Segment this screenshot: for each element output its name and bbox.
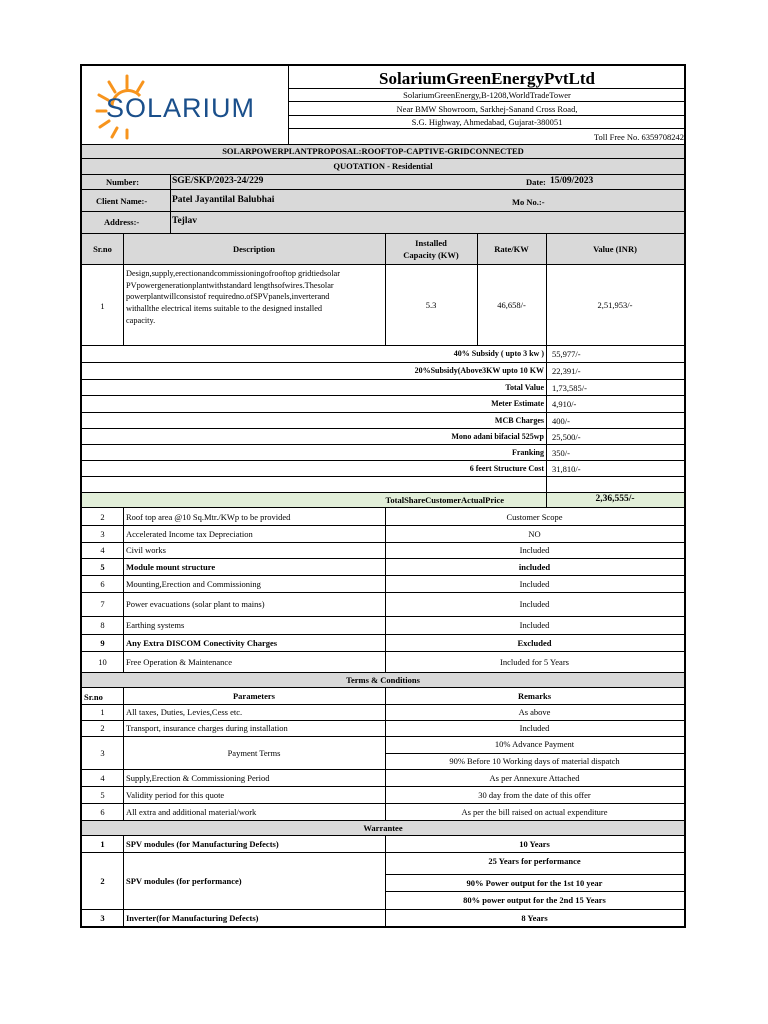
charge-label: Meter Estimate (491, 399, 544, 408)
col-capacity-1: Installed (415, 238, 447, 248)
scope-description: Roof top area @10 Sq.Mtr./KWp to be provided (126, 511, 291, 522)
charge-value: 1,73,585/- (552, 383, 587, 393)
scope-description: Free Operation & Maintenance (126, 656, 232, 667)
charge-value: 31,810/- (552, 464, 581, 474)
terms-remark: As per Annexure Attached (489, 772, 580, 783)
warranty-item: Inverter(for Manufacturing Defects) (126, 912, 259, 923)
terms-remark-2: 90% Before 10 Working days of material dispatch (449, 755, 620, 766)
scope-srno: 10 (98, 656, 107, 667)
scope-srno: 4 (100, 545, 105, 555)
terms-remark: 10% Advance Payment (494, 739, 575, 749)
col-rate: Rate/KW (494, 244, 529, 254)
scope-value: Included for 5 Years (500, 656, 569, 667)
scope-value: included (518, 561, 551, 572)
terms-parameter: Supply,Erection & Commissioning Period (126, 772, 270, 783)
quotation-sheet (80, 64, 686, 928)
company-name: SolariumGreenEnergyPvtLtd (379, 69, 595, 88)
terms-parameter: All extra and additional material/work (126, 806, 257, 817)
charge-label: Mono adani bifacial 525wp (451, 432, 544, 441)
scope-srno: 3 (100, 528, 105, 539)
charge-value: 25,500/- (552, 432, 581, 442)
warranty-value-2: 90% Power output for the 1st 10 year (466, 878, 603, 888)
scope-value: NO (528, 528, 541, 539)
toll-free-number: Toll Free No. 6359708242 (593, 132, 684, 142)
company-address-line-3: S.G. Highway, Ahmedabad, Gujarat-380051 (411, 117, 563, 127)
charge-label: 20%Subsidy(Above3KW upto 10 KW (414, 366, 544, 375)
charge-label: Total Value (505, 383, 544, 392)
terms-parameter: Validity period for this quote (126, 789, 225, 800)
scope-description: Accelerated Income tax Depreciation (126, 528, 253, 539)
scope-srno: 5 (100, 561, 105, 572)
terms-srno: 5 (100, 789, 105, 800)
date-value: 15/09/2023 (550, 176, 594, 186)
mobile-label: Mo No.:- (512, 197, 545, 207)
terms-col-remarks: Remarks (517, 691, 552, 701)
terms-srno: 6 (100, 806, 105, 817)
terms-parameter: Transport, insurance charges during installation (126, 723, 288, 733)
scope-description: Civil works (126, 545, 166, 555)
total-label: TotalShareCustomerActualPrice (385, 495, 504, 505)
charge-value: 55,977/- (552, 349, 581, 359)
row-1-rate: 46,658/- (497, 300, 526, 310)
charge-label: MCB Charges (494, 416, 544, 425)
charge-value: 22,391/- (552, 366, 581, 376)
scope-description: Mounting,Erection and Commissioning (126, 578, 261, 589)
scope-value: Included (519, 620, 550, 630)
charge-value: 350/- (552, 448, 570, 458)
row-1-value: 2,51,953/- (597, 300, 633, 310)
scope-srno: 2 (100, 511, 105, 522)
warranty-value-3: 80% power output for the 2nd 15 Years (463, 895, 606, 905)
terms-srno: 2 (100, 723, 105, 733)
charge-label: Franking (511, 448, 544, 457)
scope-value: Included (519, 545, 550, 555)
scope-description: Any Extra DISCOM Conectivity Charges (126, 637, 278, 648)
proposal-title: SOLARPOWERPLANTPROPOSAL:ROOFTOP-CAPTIVE-GRIDCONNECTED (222, 146, 524, 156)
charge-label: 6 feert Structure Cost (469, 464, 544, 473)
scope-srno: 9 (100, 637, 105, 648)
scope-value: Included (519, 599, 550, 609)
number-value: SGE/SKP/2023-24/229 (172, 176, 264, 186)
col-capacity-2: Capacity (KW) (403, 250, 459, 260)
row-1-description: Design,supply,erectionandcommissioningofrooftop gridtiedsolar PVpowergenerationplantwithstandard lengthsofwires.Thesolar powerplantwillconsistof requiredno.ofSPVpanels,inverterand withallthe electrical items suitable to the designed installed capacity. (126, 269, 340, 325)
charge-value: 400/- (552, 416, 570, 426)
row-1-capacity: 5.3 (425, 300, 437, 310)
terms-remark: As per the bill raised on actual expenditure (461, 806, 608, 817)
warranty-srno: 2 (100, 875, 105, 886)
address-value: Tejlav (172, 216, 197, 226)
charge-label: 40% Subsidy ( upto 3 kw ) (453, 349, 544, 358)
company-address-line-2: Near BMW Showroom, Sarkhej-Sanand Cross Road, (396, 104, 578, 114)
terms-remark: Included (519, 723, 550, 733)
warranty-value: 8 Years (521, 912, 548, 923)
scope-value: Excluded (517, 637, 552, 648)
terms-col-parameters: Parameters (232, 691, 275, 701)
company-address-line-1: SolariumGreenEnergy,B-1208,WorldTradeTower (403, 90, 571, 100)
terms-remark: 30 day from the date of this offer (478, 789, 591, 800)
terms-srno: 4 (100, 772, 105, 783)
terms-remark: As above (518, 707, 551, 717)
warranty-value: 25 Years for performance (488, 856, 581, 866)
scope-srno: 8 (100, 620, 105, 630)
company-logo (82, 66, 288, 144)
total-value: 2,36,555/- (595, 494, 635, 504)
warranty-value: 10 Years (519, 839, 550, 849)
scope-srno: 6 (100, 578, 105, 589)
scope-description: Module mount structure (126, 561, 216, 572)
client-name-value: Patel Jayantilal Balubhai (172, 195, 275, 205)
col-value: Value (INR) (593, 244, 637, 254)
address-label: Address:- (104, 217, 140, 227)
terms-srno: 3 (100, 747, 105, 758)
scope-srno: 7 (100, 599, 105, 609)
col-description: Description (232, 244, 276, 254)
terms-parameter: All taxes, Duties, Levies,Cess etc. (126, 707, 243, 717)
client-name-label: Client Name:- (96, 196, 148, 206)
warranty-item: SPV modules (for performance) (126, 875, 242, 886)
logo-text: SOLARIUM (106, 93, 256, 123)
terms-title: Terms & Conditions (346, 675, 420, 685)
number-label: Number: (106, 177, 140, 187)
warranty-srno: 1 (100, 839, 105, 849)
col-srno: Sr.no (93, 244, 112, 254)
terms-srno: 1 (100, 707, 105, 717)
row-1-srno: 1 (100, 301, 105, 311)
quotation-subtitle: QUOTATION - Residential (333, 161, 433, 171)
scope-value: Included (519, 578, 550, 589)
scope-description: Earthing systems (126, 620, 185, 630)
terms-parameter: Payment Terms (227, 747, 281, 758)
scope-value: Customer Scope (506, 511, 563, 522)
warranty-item: SPV modules (for Manufacturing Defects) (126, 839, 279, 849)
scope-description: Power evacuations (solar plant to mains) (126, 599, 265, 609)
charge-value: 4,910/- (552, 399, 577, 409)
terms-col-srno: Sr.no (84, 692, 103, 702)
warranty-srno: 3 (100, 912, 105, 923)
warranty-title: Warrantee (363, 823, 403, 833)
date-label: Date: (526, 177, 546, 187)
